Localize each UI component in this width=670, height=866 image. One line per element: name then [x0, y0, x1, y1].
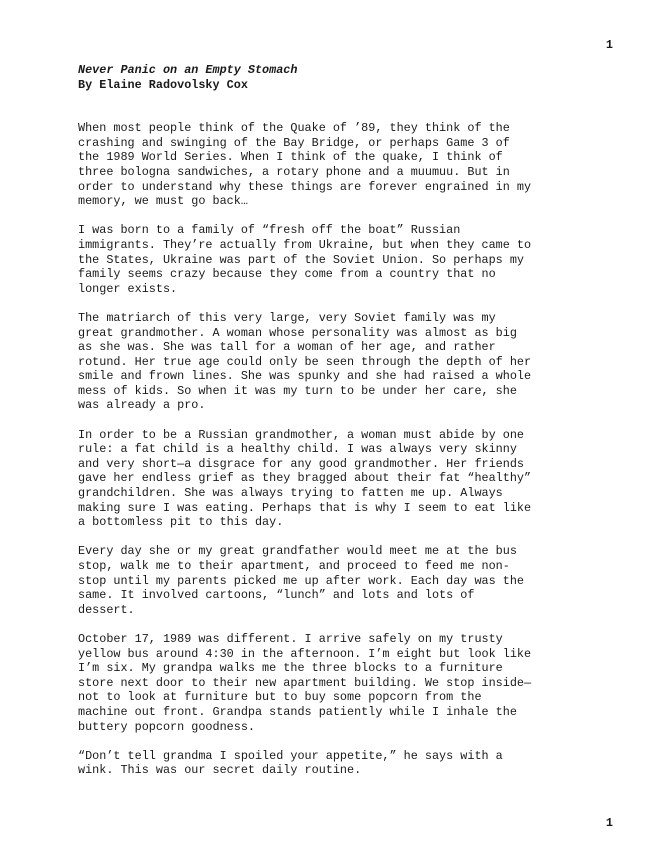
story-title: Never Panic on an Empty Stomach — [78, 63, 298, 77]
paragraph-2: I was born to a family of “fresh off the boat” Russian immigrants. They’re actually from Ukraine, but when they came to the States, Ukraine was part of the Soviet Union. So perhaps my family seems crazy because they come from a country that no longer exists. — [78, 223, 532, 296]
story-byline: By Elaine Radovolsky Cox — [78, 77, 248, 92]
paragraph-3: The matriarch of this very large, very Soviet family was my great grandmother. A woman whose personality was almost as big as she was. She was tall for a woman of her age, and rather rotund. Her true age could only be seen through the depth of her smile and frown lines. She was spunky and she had raised a whole mess of kids. So when it was my turn to be under her care, she was already a pro. — [78, 310, 532, 413]
document-body — [78, 63, 598, 793]
page-number-bottom: 1 — [605, 816, 613, 830]
paragraph-5: Every day she or my great grandfather would meet me at the bus stop, walk me to their apartment, and proceed to feed me non- stop until my parents picked me up after work. Each day was the same. It involved cartoons, “lunch” and lots and lots of dessert. — [78, 544, 524, 617]
paragraph-7: “Don’t tell grandma I spoiled your appetite,” he says with a wink. This was our secret daily routine. — [78, 748, 503, 778]
paragraph-4: In order to be a Russian grandmother, a woman must abide by one rule: a fat child is a healthy child. I was always very skinny and very short—a disgrace for any good grandmother. Her friends gave her endless grief as they bragged about their fat “healthy” grandchildren. She was always trying to fatten me up. Always making sure I was eating. Perhaps that is why I seem to eat like a bottomless pit to this day. — [78, 427, 532, 530]
page-number-top: 1 — [605, 38, 613, 52]
paragraph-1: When most people think of the Quake of ’89, they think of the crashing and swinging of the Bay Bridge, or perhaps Game 3 of the 1989 World Series. When I think of the quake, I think of three bologna sandwiches, a rotary phone and a muumuu. But in order to understand why these things are forever engrained in my memory, we must go back… — [78, 121, 532, 209]
paragraph-6: October 17, 1989 was different. I arrive safely on my trusty yellow bus around 4:30 in the afternoon. I’m eight but look like I’m six. My grandpa walks me the three blocks to a furniture store next door to their new apartment building. We stop inside— not to look at furniture but to buy some popcorn from the machine out front. Grandpa stands patiently while I inhale the buttery popcorn goodness. — [78, 631, 532, 734]
